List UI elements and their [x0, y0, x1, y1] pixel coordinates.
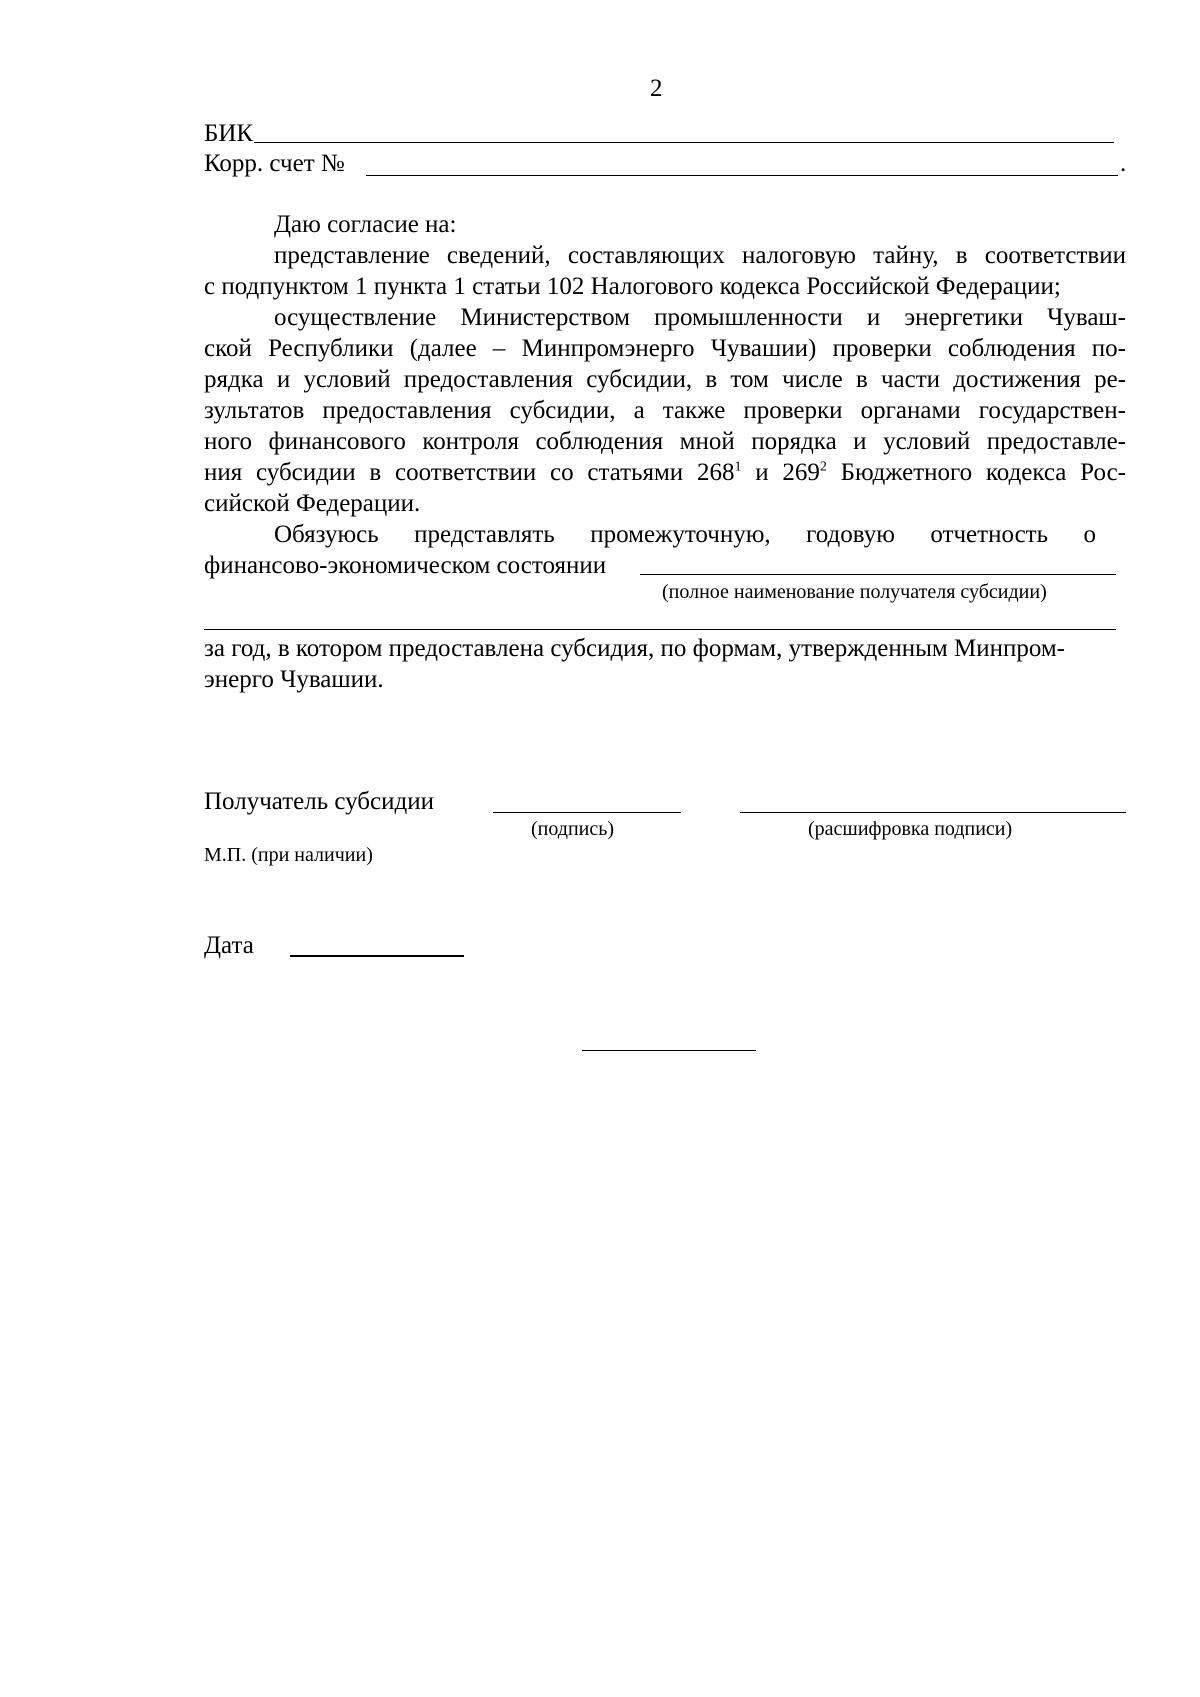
obligation-line-1 — [274, 520, 1096, 550]
consent-p2-line-7: сийской Федерации. — [204, 490, 421, 517]
consent-p2-line-2 — [204, 334, 1126, 364]
obligation-word-3: промежуточную, — [590, 521, 771, 548]
signature-decode-field-line[interactable] — [740, 812, 1126, 813]
consent-p2-line-5 — [204, 427, 1126, 457]
corr-account-end: . — [1120, 150, 1127, 177]
date-field-line[interactable] — [290, 955, 464, 957]
consent-p2-text-6 — [204, 458, 1126, 488]
page-number: 2 — [650, 75, 663, 102]
article-268-superscript: 1 — [734, 459, 742, 475]
consent-p2-text-6a: ния субсидии в соответствии со статьями 268 — [204, 459, 735, 486]
recipient-name-caption: (полное наименование получателя субсидии) — [662, 581, 1047, 603]
consent-p2-line-3 — [204, 365, 1126, 395]
signature-caption: (подпись) — [531, 818, 615, 840]
obligation-word-2: представлять — [414, 521, 555, 548]
obligation-word-6: о — [1083, 521, 1096, 548]
recipient-name-field-line-2[interactable] — [204, 629, 1116, 630]
recipient-label: Получатель субсидии — [204, 788, 434, 815]
consent-p2-text-6b: и 269 — [741, 459, 820, 486]
obligation-line-4: энерго Чувашии. — [204, 666, 384, 693]
consent-heading: Даю согласие на: — [274, 211, 457, 238]
signature-field-line[interactable] — [493, 812, 681, 813]
consent-p2-line-6 — [204, 458, 1126, 488]
corr-account-label: Корр. счет № — [204, 150, 345, 177]
bik-field-line[interactable] — [254, 142, 1114, 143]
obligation-word-1: Обязуюсь — [274, 521, 379, 548]
consent-p2-text-6c: Бюджетного кодекса Рос- — [826, 459, 1127, 486]
end-separator-line — [582, 1050, 756, 1051]
consent-p2-text-1: осуществление Министерством промышленности и энергетики Чуваш- — [274, 304, 1126, 331]
consent-p1-line-1 — [274, 241, 1126, 271]
date-label: Дата — [204, 932, 254, 959]
consent-p2-text-3: рядка и условий предоставления субсидии, в том числе в части достижения ре- — [204, 366, 1126, 393]
consent-p1-line-2: с подпунктом 1 пункта 1 статьи 102 Налогового кодекса Российской Федерации; — [204, 273, 1061, 300]
obligation-line-2: финансово-экономическом состоянии — [204, 552, 607, 579]
consent-p2-text-4: зультатов предоставления субсидии, а также проверки органами государствен- — [204, 397, 1126, 424]
consent-p2-line-1 — [274, 303, 1126, 333]
recipient-name-field-line[interactable] — [640, 574, 1116, 575]
consent-p2-line-4 — [204, 396, 1126, 426]
obligation-line-3: за год, в котором предоставлена субсидия, по формам, утвержденным Минпром- — [204, 635, 1065, 662]
consent-p1-text-1: представление сведений, составляющих налоговую тайну, в соответствии — [274, 242, 1126, 269]
consent-p2-text-5: ного финансового контроля соблюдения мной порядка и условий предоставле- — [204, 428, 1126, 455]
obligation-word-5: отчетность — [930, 521, 1049, 548]
article-269-superscript: 2 — [819, 459, 827, 475]
stamp-label: М.П. (при наличии) — [204, 844, 373, 866]
consent-p2-text-2: ской Республики (далее – Минпромэнерго Чувашии) проверки соблюдения по- — [204, 335, 1126, 362]
signature-decode-caption: (расшифровка подписи) — [808, 818, 1013, 840]
corr-account-field-line[interactable] — [366, 175, 1118, 176]
obligation-word-4: годовую — [806, 521, 895, 548]
bik-label: БИК — [204, 120, 254, 147]
